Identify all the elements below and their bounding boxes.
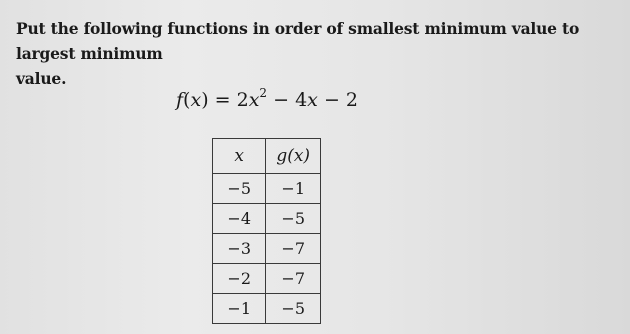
table-row [213,264,321,294]
function-name: f [176,89,184,111]
cell-x: −4 [213,204,266,234]
cell-gx: −1 [266,174,321,204]
cell-x: −2 [213,264,266,294]
exponent: 2 [259,86,268,100]
table-header-row [213,139,321,174]
minus-sign-1: − [273,89,290,111]
table-row [213,294,321,324]
function-equation: $f(x) = 2x^2 - 4x - 2$ [176,86,358,111]
cell-x: −1 [213,294,266,324]
minus-sign-2: − [323,89,340,111]
quadratic-variable: x [248,89,260,111]
question-text [16,16,624,91]
header-x: x [213,139,266,174]
cell-gx: −7 [266,234,321,264]
cell-gx: −5 [266,204,321,234]
linear-variable: x [307,89,318,111]
constant-term: 2 [345,89,358,111]
g-values-table [212,138,321,324]
table-row [213,234,321,264]
quadratic-coefficient: 2 [236,89,249,111]
table-row [213,174,321,204]
question-line-1: Put the following functions in order of smallest minimum value to largest minimum [16,19,580,63]
function-variable: x [190,89,202,111]
cell-gx: −7 [266,264,321,294]
cell-x: −5 [213,174,266,204]
linear-coefficient: 4 [295,89,308,111]
header-gx: g(x) [266,139,321,174]
equals-sign: = [214,89,231,111]
cell-gx: −5 [266,294,321,324]
table-row [213,204,321,234]
question-line-2: value. [16,69,67,88]
cell-x: −3 [213,234,266,264]
